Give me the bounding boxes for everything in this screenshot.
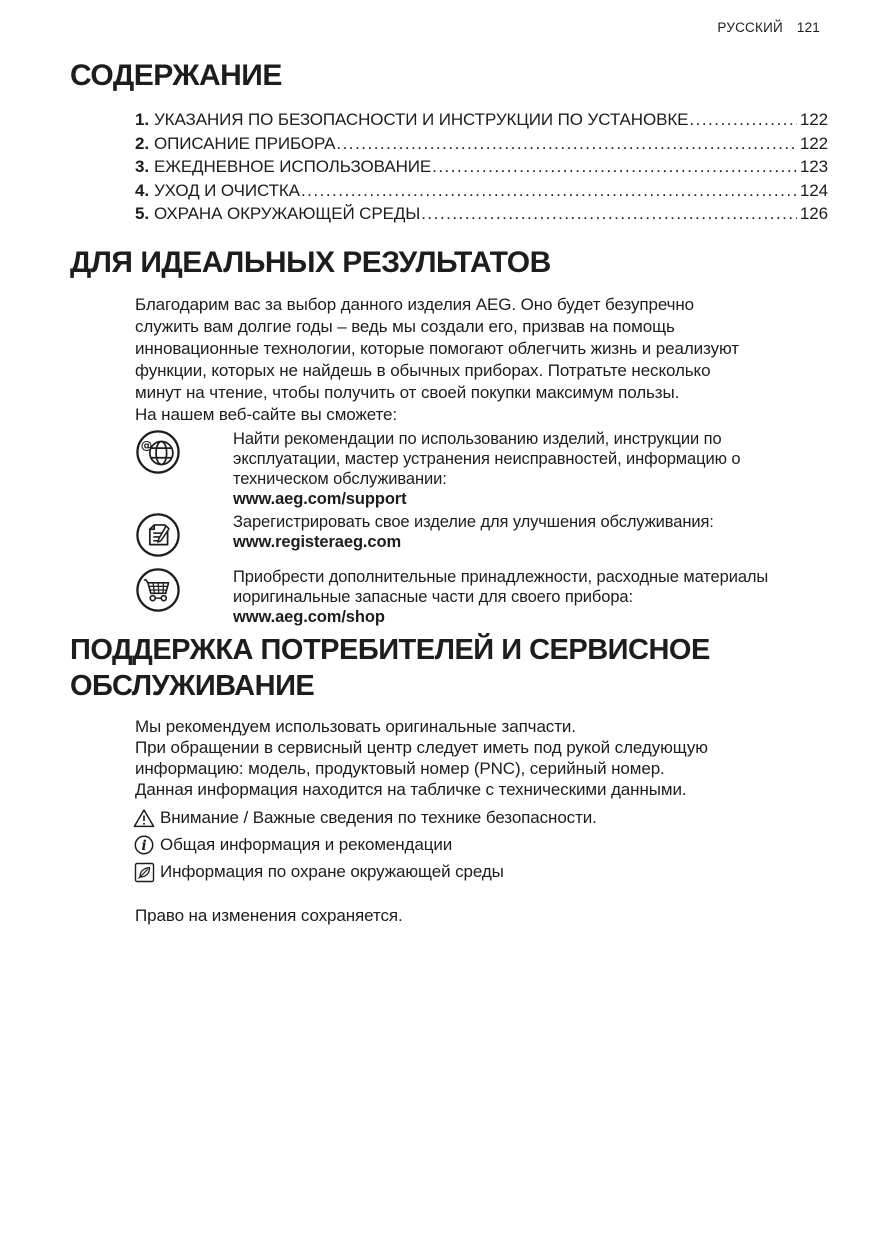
note-row [132, 805, 875, 832]
toc-item[interactable] [135, 202, 828, 226]
toc-item-page: 122 [799, 133, 828, 153]
header-language: РУССКИЙ [717, 20, 783, 35]
support-title: ПОДДЕРЖКА ПОТРЕБИТЕЛЕЙ И СЕРВИСНОЕ ОБСЛУЖИВАНИЕ [70, 633, 710, 702]
intro-line: На нашем веб-сайте вы сможете: [135, 404, 397, 424]
intro-line: функции, которых не найдешь в обычных приборах. Потратьте несколько [135, 360, 711, 380]
toc-item-number: 3. [135, 157, 149, 176]
eco-icon [132, 861, 156, 883]
toc-item-page: 123 [799, 157, 828, 176]
register-icon [135, 512, 181, 558]
resource-url[interactable]: www.registeraeg.com [233, 532, 402, 551]
resource-row [135, 567, 875, 627]
note-text: Информация по охране окружающей среды [160, 862, 504, 881]
resource-text: Приобрести дополнительные принадлежности, расходные материалы иоригинальные запасные части для своего прибора: www.aeg.com/shop [233, 567, 769, 626]
resource-url[interactable]: www.aeg.com/shop [233, 607, 385, 626]
toc-item-number: 4. [135, 180, 149, 200]
support-paragraph: Мы рекомендуем использовать оригинальные запчасти. При обращении в сервисный центр следует иметь под рукой следующую информацию: модель, продуктовый номер (PNC), серийный номер. Данная информация находится на табличке с техническими данными. [135, 716, 708, 799]
svg-text:@: @ [140, 437, 153, 452]
note-row [132, 832, 875, 859]
toc-item-page: 126 [799, 204, 828, 223]
toc-item-page: 124 [799, 180, 828, 200]
dot-leader [432, 155, 797, 179]
toc-item[interactable] [135, 155, 828, 179]
toc-item-number: 5. [135, 204, 149, 223]
toc-item-number: 1. [135, 110, 149, 129]
dot-leader [689, 108, 797, 132]
toc-item-label: УКАЗАНИЯ ПО БЕЗОПАСНОСТИ И ИНСТРУКЦИИ ПО УСТАНОВКЕ [153, 110, 689, 129]
toc-item-label: УХОД И ОЧИСТКА [153, 180, 300, 200]
note-text: Внимание / Важные сведения по технике безопасности. [160, 808, 597, 827]
resource-row [135, 429, 875, 509]
resource-text: Зарегистрировать свое изделие для улучшения обслуживания: www.registeraeg.com [233, 512, 714, 551]
perfect-results-title: ДЛЯ ИДЕАЛЬНЫХ РЕЗУЛЬТАТОВ [70, 245, 551, 279]
cart-icon [135, 567, 181, 613]
intro-line: Благодарим вас за выбор данного изделия AEG. Оно будет безупречно [135, 294, 695, 314]
resource-url[interactable]: www.aeg.com/support [233, 489, 407, 508]
intro-line: инновационные технологии, которые помогают облегчить жизнь и реализуют [135, 338, 739, 358]
dot-leader [301, 179, 797, 203]
page-header [717, 20, 820, 35]
resource-text: Найти рекомендации по использованию изделий, инструкции по эксплуатации, мастер устранения неисправностей, информацию о техническом обслуживании: www.aeg.com/support [233, 429, 741, 508]
note-row [132, 859, 875, 886]
legend-notes [132, 805, 875, 886]
toc-item-page: 122 [799, 110, 828, 129]
table-of-contents [135, 108, 828, 226]
toc-item[interactable] [135, 179, 828, 203]
toc-item-label: ОХРАНА ОКРУЖАЮЩЕЙ СРЕДЫ [153, 204, 421, 223]
info-icon [132, 834, 156, 856]
header-page-number: 121 [796, 20, 820, 35]
website-resources [135, 429, 875, 627]
warning-icon [132, 807, 156, 829]
toc-item-label: ЕЖЕДНЕВНОЕ ИСПОЛЬЗОВАНИЕ [153, 157, 432, 176]
intro-paragraph [135, 294, 875, 426]
toc-title: СОДЕРЖАНИЕ [70, 59, 282, 92]
toc-item[interactable] [135, 108, 828, 132]
svg-text:i: i [141, 838, 147, 854]
resource-row [135, 512, 875, 558]
note-text: Общая информация и рекомендации [160, 835, 453, 854]
globe-at-icon [135, 429, 181, 475]
rights-note: Право на изменения сохраняется. [135, 905, 403, 925]
dot-leader [336, 132, 797, 156]
intro-line: минут на чтение, чтобы получить от своей покупки максимум пользы. [135, 382, 680, 402]
intro-line: служить вам долгие годы – ведь мы создали его, призвав на помощь [135, 316, 675, 336]
toc-item-label: ОПИСАНИЕ ПРИБОРА [153, 133, 336, 153]
toc-item[interactable] [135, 132, 828, 156]
dot-leader [421, 202, 797, 226]
toc-item-number: 2. [135, 133, 149, 153]
